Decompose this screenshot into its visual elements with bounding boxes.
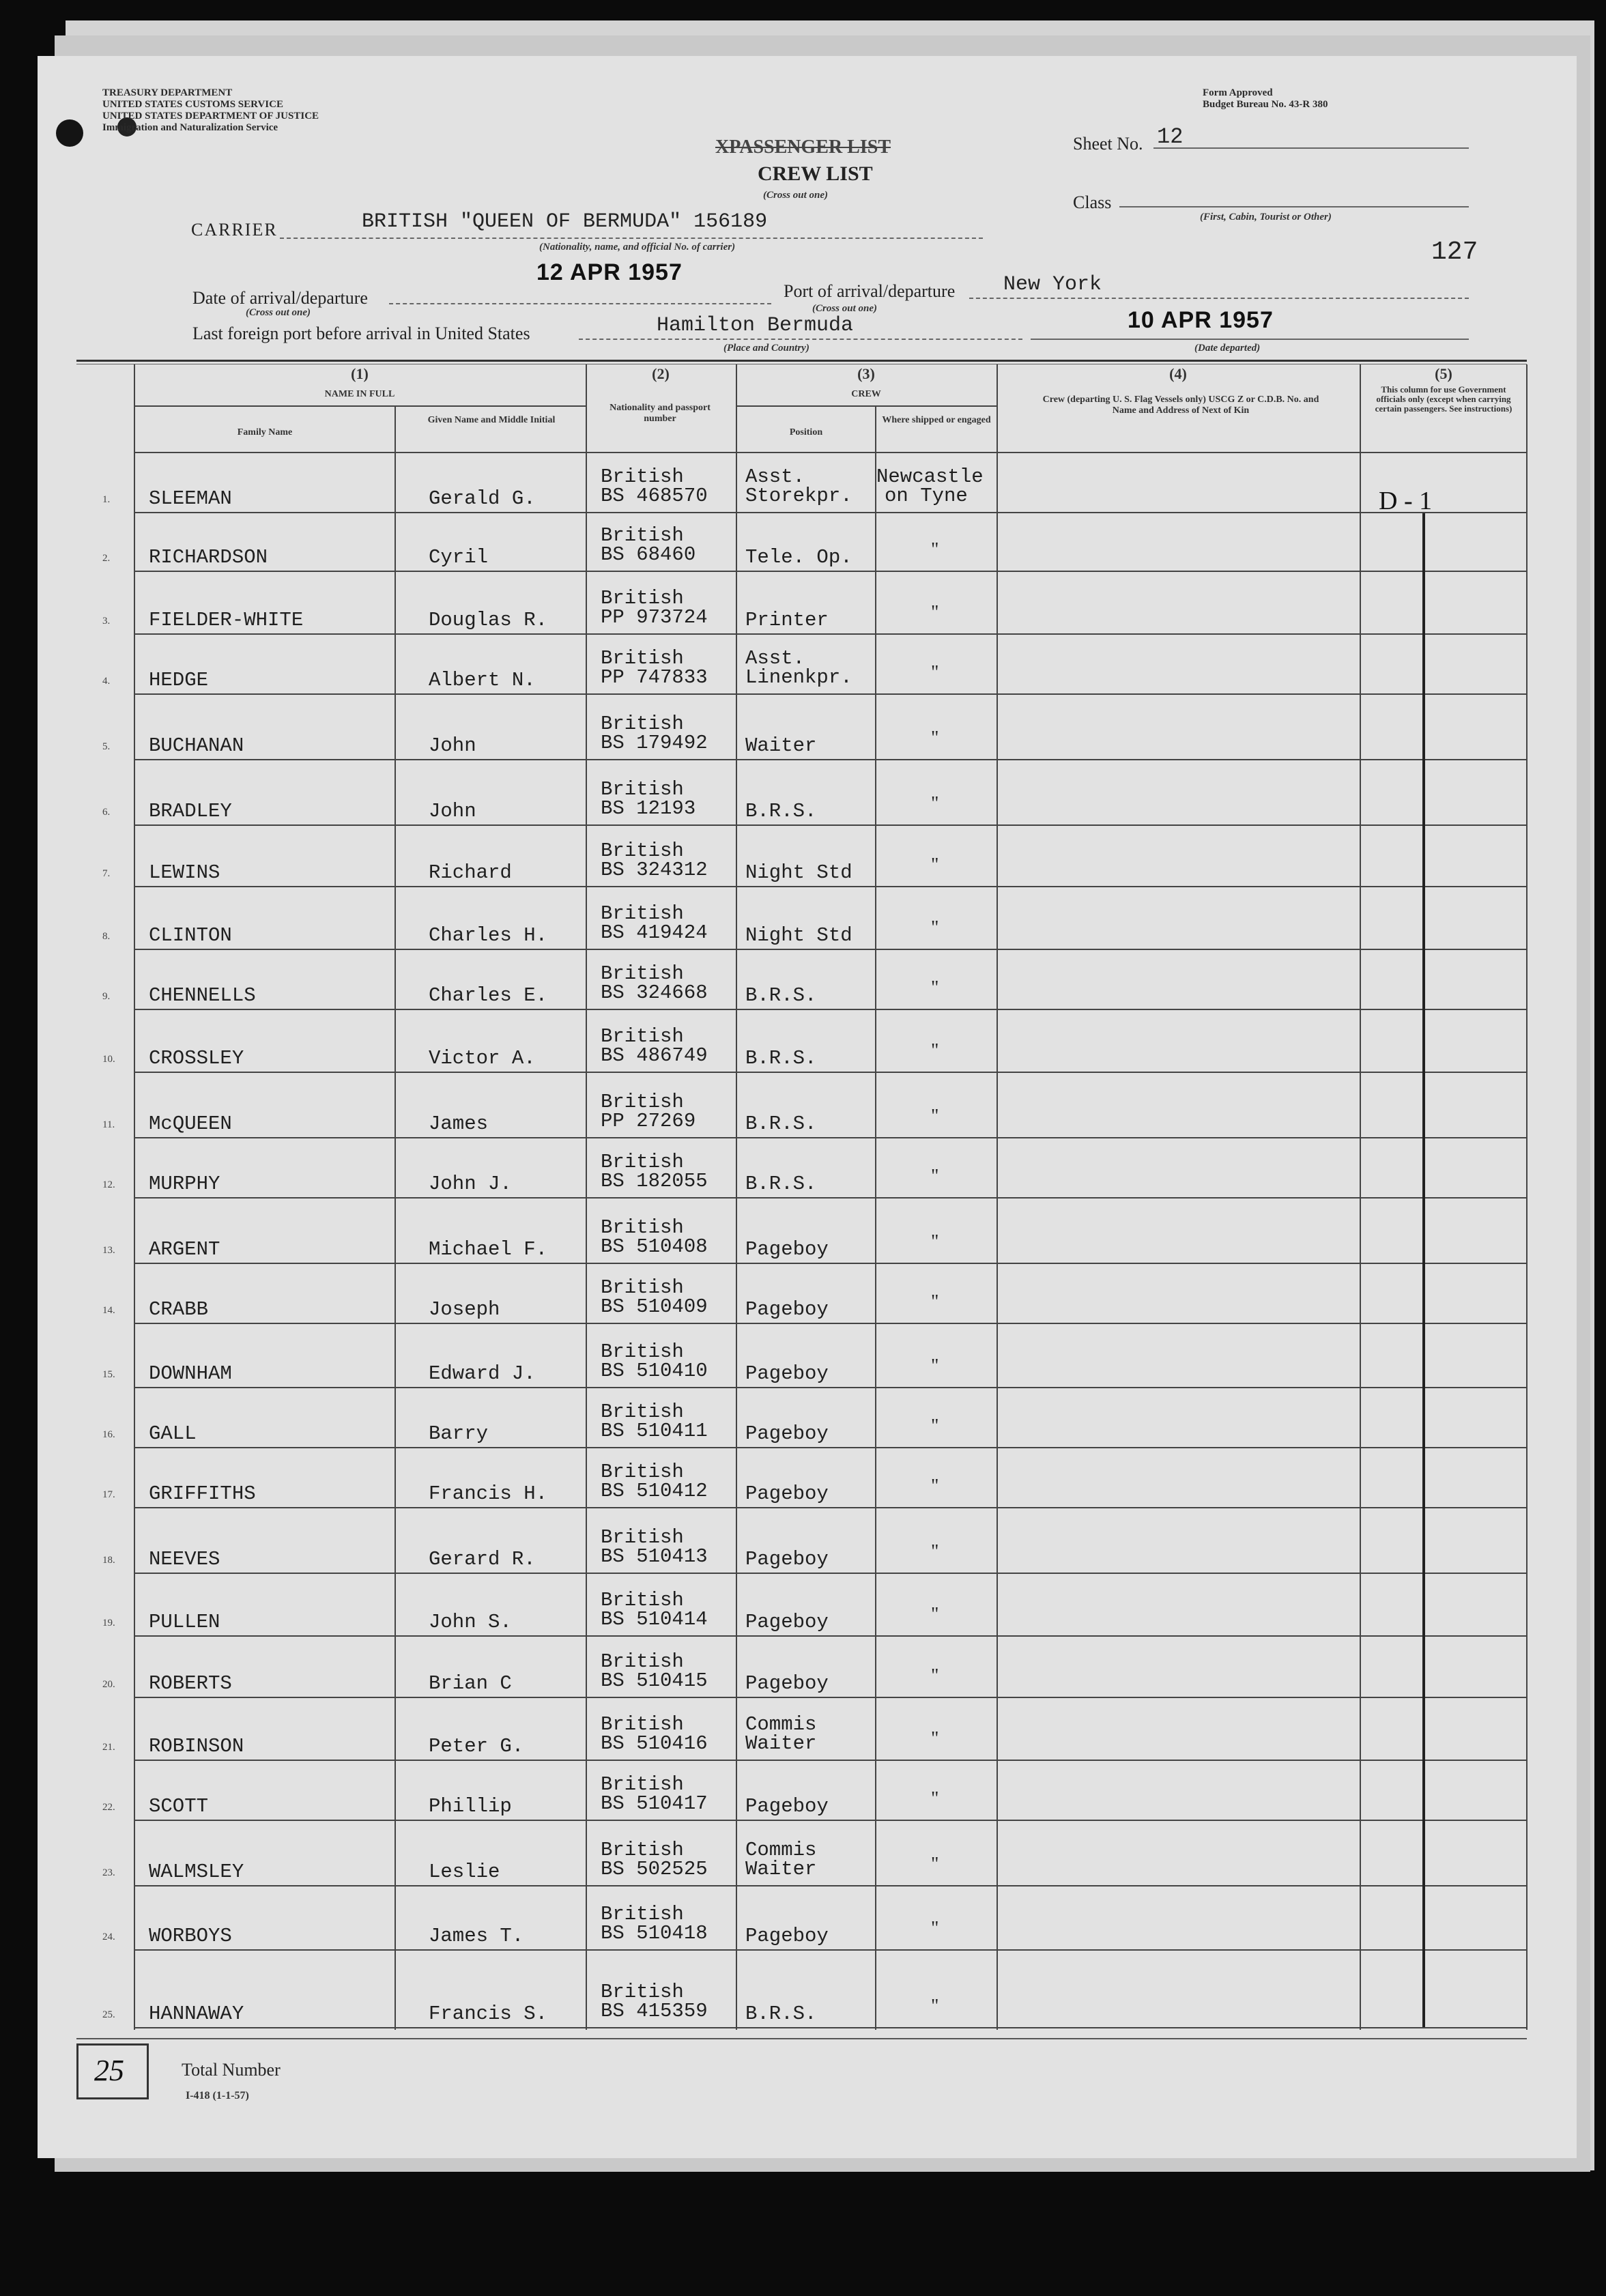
ditto-mark: " [931,1476,939,1497]
ditto-mark: " [931,662,939,683]
nationality: British [601,1773,684,1796]
family-name: SLEEMAN [149,487,232,510]
row-number: 17. [102,1489,115,1500]
given-name: Joseph [429,1298,500,1321]
given-name: Francis S. [429,2003,548,2025]
position: Pageboy [745,1422,829,1445]
passport-number: BS 510416 [601,1732,708,1755]
nationality: British [601,1589,684,1611]
departed-date-stamp: 10 APR 1957 [1128,307,1274,333]
passport-number: PP 27269 [601,1110,696,1132]
col1-given-header: Given Name and Middle Initial [427,415,556,425]
family-name: PULLEN [149,1611,220,1633]
col1-number: (1) [351,365,369,382]
row-rule [134,512,1528,513]
ditto-mark: " [931,602,939,623]
passport-number: BS 510418 [601,1922,708,1945]
class-label: Class [1073,192,1112,212]
position: B.R.S. [745,1173,817,1195]
row-number: 25. [102,2009,115,2020]
ditto-mark: " [931,1416,939,1437]
row-number: 18. [102,1555,115,1566]
row-number: 19. [102,1618,115,1628]
family-name: WALMSLEY [149,1861,244,1883]
nationality: British [601,1839,684,1861]
nationality: British [601,587,684,609]
nationality: British [601,1276,684,1299]
row-rule [134,759,1528,760]
passport-number: BS 468570 [601,485,708,507]
official-bracket-line [1422,513,1425,2027]
family-name: MURPHY [149,1173,220,1195]
col4-number: (4) [1169,365,1187,382]
family-name: CROSSLEY [149,1047,244,1070]
nationality: British [601,1151,684,1173]
position: Pageboy [745,1925,829,1947]
position: Tele. Op. [745,546,852,569]
family-name: BUCHANAN [149,734,244,757]
col5-title: This column for use Government officials only (except when carrying certain passengers. See instructions) [1375,384,1512,414]
position: Night Std [745,861,852,884]
row-number: 13. [102,1245,115,1256]
row-number: 1. [102,494,111,505]
passport-number: BS 182055 [601,1170,708,1192]
row-rule [134,824,1528,826]
row-number: 2. [102,553,111,564]
row-rule [134,1197,1528,1199]
given-name: Douglas R. [429,609,548,631]
ditto-mark: " [931,917,939,938]
passport-number: BS 486749 [601,1044,708,1067]
position: Linenkpr. [745,666,852,689]
punch-hole [56,119,83,147]
row-number: 4. [102,676,111,687]
carrier-label: CARRIER [191,220,278,240]
position: Pageboy [745,1298,829,1321]
passport-number: BS 68460 [601,543,696,566]
given-name: John S. [429,1611,512,1633]
row-rule [134,1072,1528,1073]
position: Asst. [745,465,805,488]
passport-number: BS 324312 [601,859,708,881]
nationality: British [601,713,684,735]
row-number: 21. [102,1742,115,1753]
row-number: 9. [102,991,111,1002]
position: Waiter [745,1732,817,1755]
given-name: Phillip [429,1795,512,1818]
position: Storekpr. [745,485,852,507]
shipped-at: Newcastle [876,465,984,488]
given-name: Victor A. [429,1047,536,1070]
row-rule [134,633,1528,635]
family-name: CRABB [149,1298,209,1321]
family-name: NEEVES [149,1548,220,1570]
carrier-value: BRITISH "QUEEN OF BERMUDA" 156189 [362,210,768,233]
passport-number: BS 324668 [601,981,708,1004]
passport-number: PP 747833 [601,666,708,689]
position: Pageboy [745,1362,829,1385]
given-name: Albert N. [429,669,536,691]
family-name: BRADLEY [149,800,232,822]
position: Pageboy [745,1482,829,1505]
family-name: WORBOYS [149,1925,232,1947]
given-name: Charles E. [429,984,548,1007]
ditto-mark: " [931,728,939,749]
ditto-mark: " [931,1918,939,1939]
nationality: British [601,778,684,801]
passport-number: BS 510412 [601,1480,708,1502]
passport-number: BS 510414 [601,1608,708,1631]
nationality: British [601,1650,684,1673]
family-name: GALL [149,1422,197,1445]
family-name: ROBERTS [149,1672,232,1695]
given-name: James [429,1113,489,1135]
col1-family-header: Family Name [237,427,293,437]
nationality: British [601,1526,684,1549]
family-name: SCOTT [149,1795,209,1818]
family-name: CLINTON [149,924,232,947]
page-number: 127 [1431,238,1478,267]
family-name: LEWINS [149,861,220,884]
position: Pageboy [745,1548,829,1570]
col3-title: CREW [851,389,881,399]
family-name: HEDGE [149,669,209,691]
passport-number: BS 502525 [601,1858,708,1880]
passport-number: BS 419424 [601,921,708,944]
passport-number: BS 510408 [601,1235,708,1258]
ditto-mark: " [931,855,939,876]
ditto-mark: " [931,977,939,999]
port-label: Port of arrival/departure [784,281,956,301]
col1-title: NAME IN FULL [324,389,395,399]
passport-number: BS 12193 [601,797,696,820]
nationality: British [601,1091,684,1113]
row-rule [134,1885,1528,1886]
official-mark: D - 1 [1379,487,1433,515]
given-name: John [429,734,476,757]
family-name: HANNAWAY [149,2003,244,2025]
passport-number: BS 510417 [601,1792,708,1815]
position: B.R.S. [745,800,817,822]
col2-title: Nationality and passport number [610,403,711,424]
nationality: British [601,1713,684,1736]
row-number: 11. [102,1119,115,1130]
last-port-note: (Place and Country) [723,343,809,354]
given-name: Gerald G. [429,487,536,510]
ditto-mark: " [931,1996,939,2017]
nationality: British [601,647,684,670]
ditto-mark: " [931,1728,939,1749]
family-name: McQUEEN [149,1113,232,1135]
given-name: Barry [429,1422,489,1445]
passport-number: BS 510413 [601,1545,708,1568]
family-name: RICHARDSON [149,546,268,569]
dept-line: Immigration and Naturalization Service [102,122,278,133]
row-number: 23. [102,1867,115,1878]
ditto-mark: " [931,1541,939,1562]
approval-line: Budget Bureau No. 43-R 380 [1203,99,1328,110]
nationality: British [601,962,684,985]
family-name: ARGENT [149,1238,220,1261]
position: Pageboy [745,1611,829,1633]
row-rule [134,1507,1528,1508]
approval-line: Form Approved [1203,87,1273,98]
position: Commis [745,1713,817,1736]
dept-line: TREASURY DEPARTMENT [102,87,233,98]
nationality: British [601,1981,684,2003]
row-number: 20. [102,1679,115,1690]
col3-number: (3) [857,365,875,382]
given-name: Brian C [429,1672,512,1695]
passport-number: BS 415359 [601,2000,708,2022]
departed-note: (Date departed) [1194,343,1261,354]
ditto-mark: " [931,1040,939,1061]
ditto-mark: " [931,1106,939,1127]
ditto-mark: " [931,1355,939,1377]
given-name: Cyril [429,546,489,569]
position: B.R.S. [745,1047,817,1070]
col3-shipped-header: Where shipped or engaged [882,415,991,425]
row-rule [134,1573,1528,1574]
given-name: John [429,800,476,822]
row-number: 6. [102,807,111,818]
nationality: British [601,840,684,862]
last-port-value: Hamilton Bermuda [657,314,854,337]
given-name: Francis H. [429,1482,548,1505]
date-note: (Cross out one) [246,307,311,318]
date-label: Date of arrival/departure [192,288,368,308]
row-number: 8. [102,931,111,942]
port-value: New York [1003,273,1102,296]
nationality: British [601,1025,684,1048]
col3-position-header: Position [789,427,823,437]
row-number: 3. [102,616,111,627]
carrier-note: (Nationality, name, and official No. of carrier) [539,242,736,253]
passport-number: BS 510411 [601,1420,708,1442]
nationality: British [601,1340,684,1363]
row-rule [134,1009,1528,1010]
last-port-label: Last foreign port before arrival in United States [192,324,530,343]
family-name: FIELDER-WHITE [149,609,304,631]
row-rule [134,571,1528,572]
class-note: (First, Cabin, Tourist or Other) [1200,212,1332,223]
given-name: John J. [429,1173,512,1195]
arrival-date-stamp: 12 APR 1957 [536,259,683,285]
position: Night Std [745,924,852,947]
family-name: DOWNHAM [149,1362,232,1385]
title-struck: XPASSENGER LIST [715,137,891,158]
row-rule [134,1323,1528,1324]
nationality: British [601,465,684,488]
row-rule [134,1387,1528,1388]
title-note: (Cross out one) [763,190,829,201]
row-number: 10. [102,1054,115,1065]
position: Commis [745,1839,817,1861]
row-number: 5. [102,741,111,752]
nationality: British [601,1903,684,1925]
ditto-mark: " [931,1665,939,1687]
row-rule [134,1137,1528,1138]
row-number: 7. [102,868,111,879]
given-name: Gerard R. [429,1548,536,1570]
given-name: Richard [429,861,512,884]
row-rule [134,1820,1528,1821]
position: Pageboy [745,1795,829,1818]
ditto-mark: " [931,1231,939,1252]
col4-title: Crew (departing U. S. Flag Vessels only) USCG Z or C.D.B. No. and Name and Address of Next of Kin [1042,394,1319,416]
sheet-number: 12 [1157,124,1184,149]
nationality: British [601,524,684,547]
given-name: Edward J. [429,1362,536,1385]
family-name: ROBINSON [149,1735,244,1757]
ditto-mark: " [931,1291,939,1312]
shipped-at: on Tyne [885,485,968,507]
ditto-mark: " [931,539,939,560]
col2-number: (2) [652,365,670,382]
row-number: 15. [102,1369,115,1380]
family-name: CHENNELLS [149,984,256,1007]
nationality: British [601,1461,684,1483]
col5-number: (5) [1435,365,1452,382]
given-name: Peter G. [429,1735,524,1757]
row-rule [134,1949,1528,1951]
row-number: 22. [102,1802,115,1813]
nationality: British [601,1216,684,1239]
dept-line: UNITED STATES DEPARTMENT OF JUSTICE [102,111,319,121]
row-number: 24. [102,1932,115,1942]
table-top-rule [76,360,1527,362]
row-rule [134,886,1528,887]
given-name: Leslie [429,1861,500,1883]
row-number: 12. [102,1179,115,1190]
total-label: Total Number [182,2060,281,2080]
ditto-mark: " [931,1166,939,1187]
passport-number: BS 510410 [601,1360,708,1382]
row-rule [134,1760,1528,1761]
row-rule [134,1697,1528,1698]
given-name: Charles H. [429,924,548,947]
position: Waiter [745,734,817,757]
row-rule [134,949,1528,950]
row-number: 14. [102,1305,115,1316]
position: B.R.S. [745,984,817,1007]
position: Printer [745,609,829,631]
port-note: (Cross out one) [812,303,878,314]
ditto-mark: " [931,1604,939,1625]
row-rule [134,693,1528,695]
row-rule [134,1635,1528,1637]
passport-number: PP 973724 [601,606,708,629]
ditto-mark: " [931,793,939,814]
nationality: British [601,1401,684,1423]
total-value: 25 [94,2054,124,2087]
given-name: Michael F. [429,1238,548,1261]
position: B.R.S. [745,2003,817,2025]
family-name: GRIFFITHS [149,1482,256,1505]
form-id: I-418 (1-1-57) [186,2090,249,2101]
row-rule [134,1263,1528,1264]
given-name: James T. [429,1925,524,1947]
page-title: CREW LIST [758,162,873,185]
position: Waiter [745,1858,817,1880]
dept-line: UNITED STATES CUSTOMS SERVICE [102,99,283,110]
ditto-mark: " [931,1854,939,1875]
row-rule [134,2027,1528,2028]
passport-number: BS 510409 [601,1295,708,1318]
ditto-mark: " [931,1788,939,1809]
row-number: 16. [102,1429,115,1440]
position: Pageboy [745,1238,829,1261]
passport-number: BS 510415 [601,1669,708,1692]
passport-number: BS 179492 [601,732,708,754]
position: Asst. [745,647,805,670]
position: B.R.S. [745,1113,817,1135]
sheet-label: Sheet No. [1073,134,1143,154]
nationality: British [601,902,684,925]
position: Pageboy [745,1672,829,1695]
row-rule [134,1447,1528,1448]
